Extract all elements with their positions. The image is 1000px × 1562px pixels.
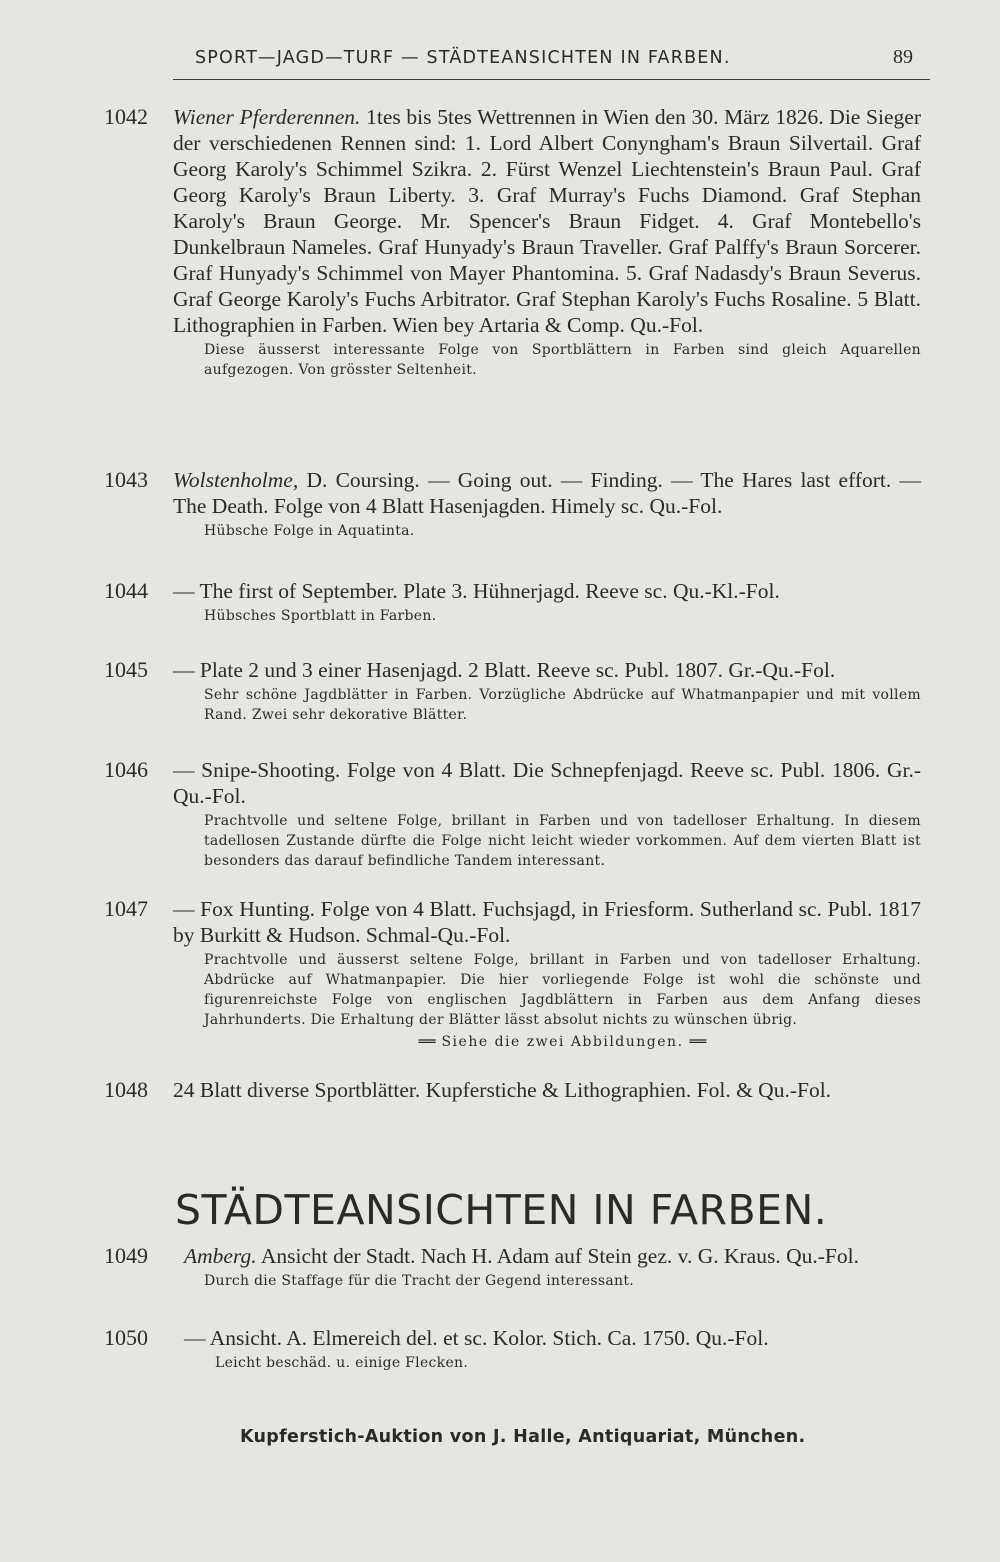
entry-body: 1tes bis 5tes Wettrennen in Wien den 30. März 1826. Die Sieger der verschiedenen Rennen sind: 1. Lord Albert Conyngham's Braun Silvertail. Graf Georg Karoly's Schimmel Szikra. 2. Fürst Wenzel Liechtenstein's Braun Paul. Graf Georg Karoly's Braun Liberty. 3. Graf Murray's Fuchs Diamond. Graf Stephan Karoly's Braun George. Mr. Spencer's Braun Fidget. 4. Graf Montebello's Dunkelbraun Nameles. Graf Hunyady's Braun Traveller. Graf Palffy's Braun Sorcerer. Graf Hunyady's Schimmel von Mayer Phantomina. 5. Graf Nadasdy's Braun Severus. Graf George Karoly's Fuchs Arbitrator. Graf Stephan Karoly's Fuchs Rosaline. 5 Blatt. Lithographien in Farben. Wien bey Artaria & Comp. Qu.-Fol. (173, 105, 921, 337)
entry-title: Amberg. (184, 1244, 257, 1268)
entry-number: 1050 (104, 1325, 148, 1350)
entry-note: Diese äusserst interessante Folge von Sportblättern in Farben sind gleich Aquarellen aufgezogen. Von grösster Seltenheit. (204, 342, 921, 378)
entry-number: 1047 (104, 896, 148, 921)
page-footer: Kupferstich-Auktion von J. Halle, Antiquariat, München. (240, 1427, 806, 1447)
entry-note: Leicht beschäd. u. einige Flecken. (215, 1355, 469, 1371)
entry-number: 1046 (104, 757, 148, 782)
entry-text (173, 578, 921, 626)
entry-body: — The first of September. Plate 3. Hühnerjagd. Reeve sc. Qu.-Kl.-Fol. (173, 579, 780, 603)
entry-text (173, 1077, 921, 1103)
entry-body: — Ansicht. A. Elmereich del. et sc. Kolor. Stich. Ca. 1750. Qu.-Fol. (184, 1326, 769, 1350)
double-rule-marker: ══ (689, 1034, 707, 1050)
entry-body: 24 Blatt diverse Sportblätter. Kupferstiche & Lithographien. Fol. & Qu.-Fol. (173, 1078, 832, 1102)
entry-text (184, 1325, 932, 1373)
entry-note: Prachtvolle und äusserst seltene Folge, brillant in Farben und von tadelloser Erhaltung. Abdrücke auf Whatmanpapier. Die hier vorliegende Folge ist wohl die schönste und figurenreichste Folge von englischen Jagdblättern in Farben aus dem Anfang dieses Jahrhunderts. Die Erhaltung der Blätter lässt absolut nichts zu wünschen übrig. (204, 952, 921, 1028)
entry-note: Sehr schöne Jagdblätter in Farben. Vorzügliche Abdrücke auf Whatmanpapier und mit vollem Rand. Zwei sehr dekorative Blätter. (204, 687, 921, 723)
running-head: SPORT—JAGD—TURF — STÄDTEANSICHTEN IN FARBEN. (195, 48, 731, 68)
illustration-reference-text: Siehe die zwei Abbildungen. (441, 1034, 684, 1050)
header-rule (173, 79, 930, 80)
entry-number: 1043 (104, 467, 148, 492)
entry-title: Wolstenholme, (173, 468, 299, 492)
entry-note: Durch die Staffage für die Tracht der Gegend interessant. (204, 1273, 635, 1289)
entry-number: 1045 (104, 657, 148, 682)
entry-note: Prachtvolle und seltene Folge, brillant in Farben und von tadelloser Erhaltung. In diesem tadellosen Zustande dürfte die Folge nicht leicht wieder vorkommen. Auf dem vierten Blatt ist besonders das darauf befindliche Tandem interessant. (204, 813, 921, 869)
entry-body: — Plate 2 und 3 einer Hasenjagd. 2 Blatt. Reeve sc. Publ. 1807. Gr.-Qu.-Fol. (173, 658, 836, 682)
entry-note: Hübsche Folge in Aquatinta. (204, 523, 415, 539)
entry-body: — Snipe-Shooting. Folge von 4 Blatt. Die Schnepfenjagd. Reeve sc. Publ. 1806. Gr.-Qu.-Fol. (173, 758, 921, 808)
entry-note: Hübsches Sportblatt in Farben. (204, 608, 437, 624)
entry-body: D. Coursing. — Going out. — Finding. — The Hares last effort. — The Death. Folge von 4 Blatt Hasenjagden. Himely sc. Qu.-Fol. (173, 468, 921, 518)
section-heading: STÄDTEANSICHTEN IN FARBEN. (175, 1186, 828, 1234)
entry-text (173, 757, 921, 871)
double-rule-marker: ══ (418, 1034, 436, 1050)
illustration-reference (204, 1032, 921, 1052)
entry-text (173, 467, 921, 541)
entry-body: Ansicht der Stadt. Nach H. Adam auf Stein gez. v. G. Kraus. Qu.-Fol. (256, 1244, 859, 1268)
entry-number: 1048 (104, 1077, 148, 1102)
entry-text (173, 896, 921, 1052)
entry-number: 1049 (104, 1243, 148, 1268)
entry-text (184, 1243, 932, 1291)
entry-text (173, 104, 921, 380)
entry-number: 1042 (104, 104, 148, 129)
entry-text (173, 657, 921, 725)
entry-body: — Fox Hunting. Folge von 4 Blatt. Fuchsjagd, in Friesform. Sutherland sc. Publ. 1817 by Burkitt & Hudson. Schmal-Qu.-Fol. (173, 897, 921, 947)
entry-number: 1044 (104, 578, 148, 603)
entry-title: Wiener Pferderennen. (173, 105, 361, 129)
page-number: 89 (893, 46, 913, 68)
